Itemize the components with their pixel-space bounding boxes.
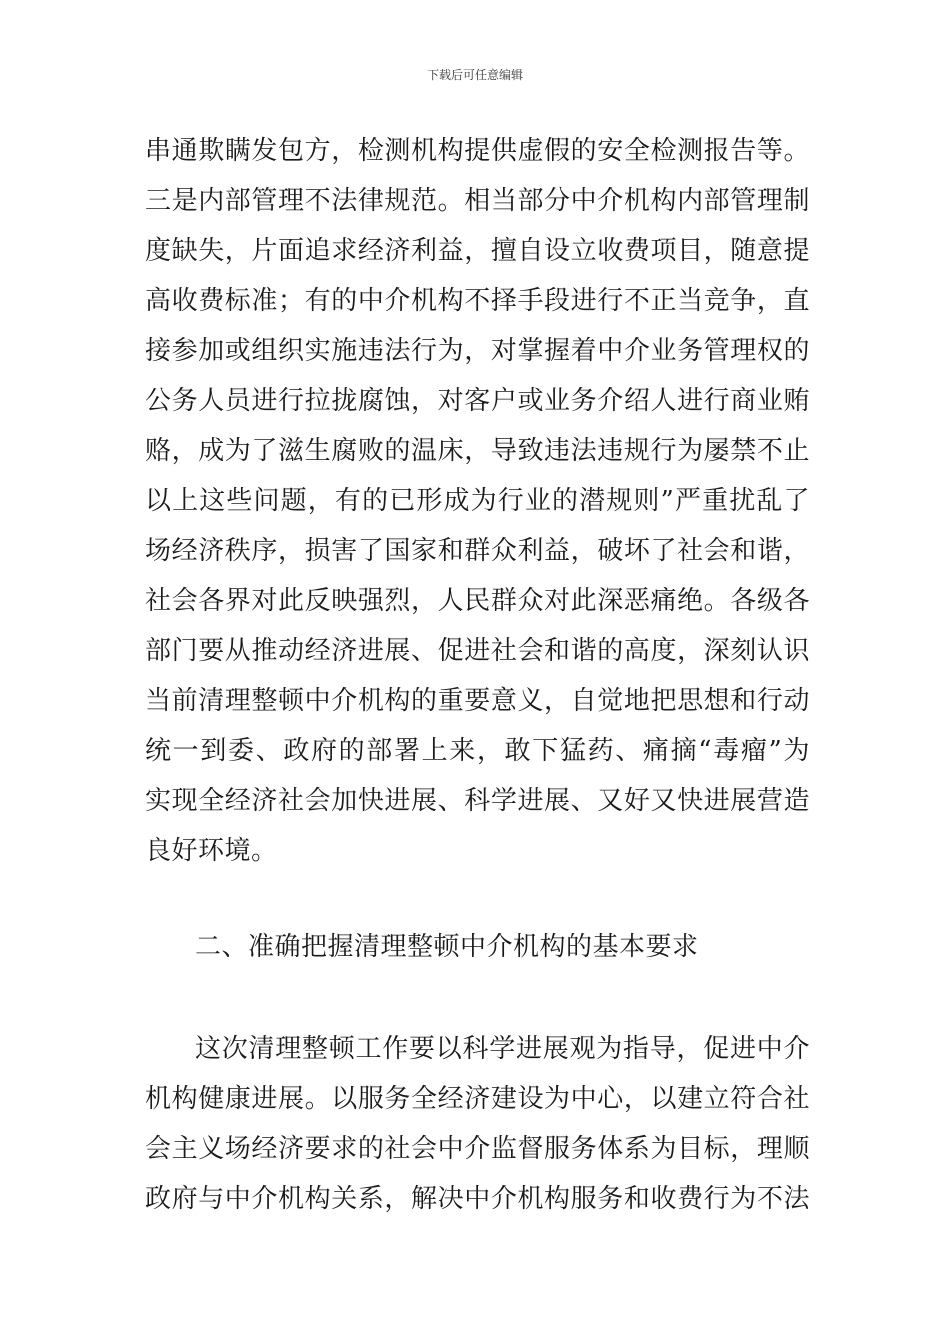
text-line: 部门要从推动经济进展、促进社会和谐的高度，深刻认识: [145, 636, 810, 666]
text-line: 政府与中介机构关系，解决中介机构服务和收费行为不法: [145, 1184, 810, 1214]
header-note: 下载后可任意编辑: [426, 68, 523, 82]
text-line: 社会各界对此反映强烈，人民群众对此深恶痛绝。各级各: [145, 586, 810, 616]
text-line: 良好环境。: [145, 836, 278, 866]
text-line: 三是内部管理不法律规范。相当部分中介机构内部管理制: [145, 186, 810, 216]
text-line: 以上这些问题，有的已形成为行业的潜规则”严重扰乱了: [145, 486, 810, 516]
text-line: 场经济秩序，损害了国家和群众利益，破坏了社会和谐，: [145, 536, 810, 566]
text-line: 这次清理整顿工作要以科学进展观为指导，促进中介: [195, 1034, 810, 1064]
text-line: 公务人员进行拉拢腐蚀，对客户或业务介绍人进行商业贿: [145, 386, 810, 416]
text-line: 会主义场经济要求的社会中介监督服务体系为目标，理顺: [145, 1134, 810, 1164]
text-line: 高收费标准；有的中介机构不择手段进行不正当竞争，直: [145, 286, 810, 316]
text-line: 赂，成为了滋生腐败的温床，导致违法违规行为屡禁不止: [145, 436, 810, 466]
text-line: 机构健康进展。以服务全经济建设为中心，以建立符合社: [145, 1084, 810, 1114]
text-line: 实现全经济社会加快进展、科学进展、又好又快进展营造: [145, 786, 810, 816]
text-line: 串通欺瞒发包方，检测机构提供虚假的安全检测报告等。: [145, 136, 810, 166]
text-line: 当前清理整顿中介机构的重要意义，自觉地把思想和行动: [145, 686, 810, 716]
text-line: 统一到委、政府的部署上来，敢下猛药、痛摘“毒瘤”为: [145, 736, 810, 766]
section-heading: 二、准确把握清理整顿中介机构的基本要求: [195, 932, 699, 962]
text-line: 度缺失，片面追求经济利益，擅自设立收费项目，随意提: [145, 236, 810, 266]
text-line: 接参加或组织实施违法行为，对掌握着中介业务管理权的: [145, 336, 810, 366]
